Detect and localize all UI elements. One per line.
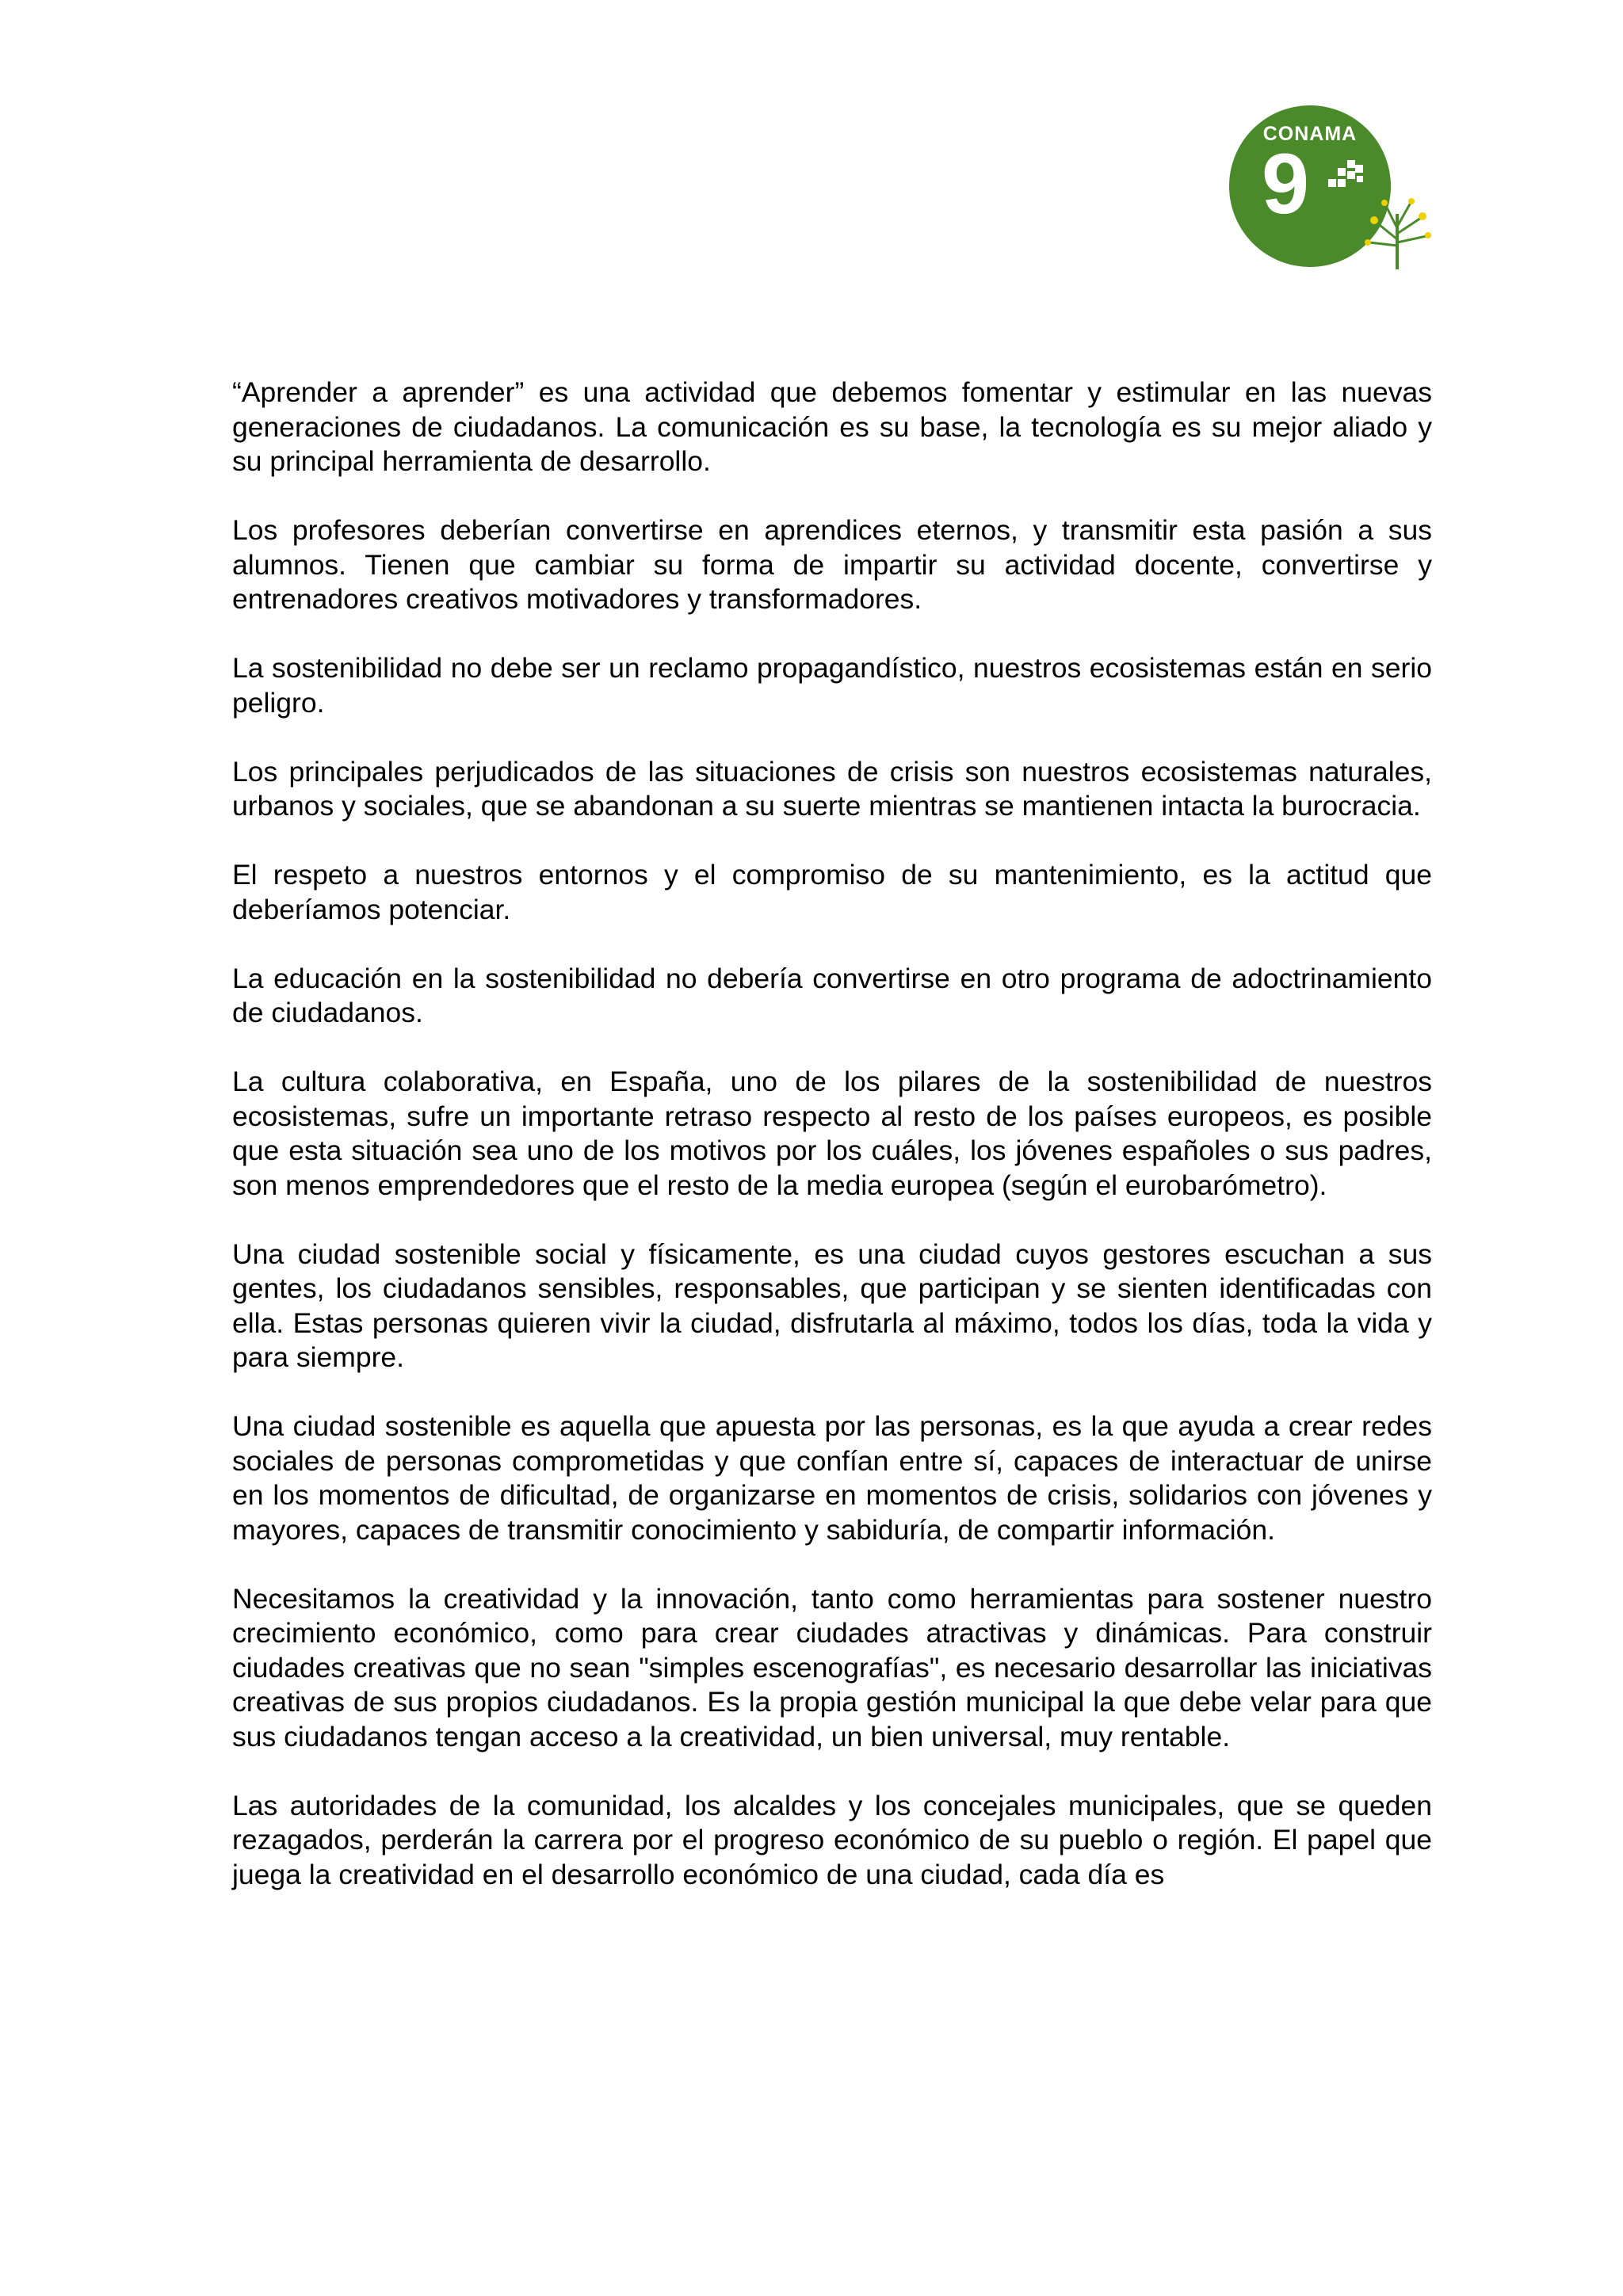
paragraph: Necesitamos la creatividad y la innovación, tanto como herramientas para sostener nuestro crecimiento económico, como para crear ciudades atractivas y dinámicas. Para construir ciudades creativas que no sean "simples escenografías", es necesario desarrollar las iniciativas creativas de sus propios ciudadanos. Es la propia gestión municipal la que debe velar para que sus ciudadanos tengan acceso a la creatividad, un bien universal, muy rentable. [232, 1582, 1432, 1753]
paragraph: Una ciudad sostenible social y físicamente, es una ciudad cuyos gestores escuchan a sus gentes, los ciudadanos sensibles, responsables, que participan y se sienten identificadas con ella. Estas personas quieren vivir la ciudad, disfrutarla al máximo, todos los días, toda la vida y para siempre. [232, 1238, 1432, 1373]
paragraph: Una ciudad sostenible es aquella que apuesta por las personas, es la que ayuda a crear redes sociales de personas comprometidas y que confían entre sí, capaces de interactuar de unirse en los momentos de dificultad, de organizarse en momentos de crisis, solidarios con jóvenes y mayores, capaces de transmitir conocimiento y sabiduría, de compartir información. [232, 1410, 1432, 1546]
paragraph: La cultura colaborativa, en España, uno de los pilares de la sostenibilidad de nuestros ecosistemas, sufre un importante retraso respecto al resto de los países europeos, es posible que esta situación sea uno de los motivos por los cuáles, los jóvenes españoles o sus padres, son menos emprendedores que el resto de la media europea (según el eurobarómetro). [232, 1066, 1432, 1201]
paragraph: Las autoridades de la comunidad, los alcaldes y los concejales municipales, que se queden rezagados, perderán la carrera por el progreso económico de su pueblo o región. El papel que juega la creatividad en el desarrollo económico de una ciudad, cada día es [232, 1789, 1432, 1890]
paragraph: “Aprender a aprender” es una actividad que debemos fomentar y estimular en las nuevas generaciones de ciudadanos. La comunicación es su base, la tecnología es su mejor aliado y su principal herramienta de desarrollo. [232, 376, 1432, 477]
paragraph: La educación en la sostenibilidad no debería convertirse en otro programa de adoctrinamiento de ciudadanos. [232, 962, 1432, 1028]
logo-number: 9 [1262, 135, 1310, 231]
paragraph: El respeto a nuestros entornos y el compromiso de su mantenimiento, es la actitud que deberíamos potenciar. [232, 859, 1432, 925]
logo-name: CONAMA [1262, 123, 1358, 145]
paragraph: Los profesores deberían convertirse en aprendices eternos, y transmitir esta pasión a sus alumnos. Tienen que cambiar su forma de impartir su actividad docente, convertirse y entrenadores creativos motivadores y transformadores. [232, 514, 1432, 615]
conama-logo [1227, 103, 1441, 285]
paragraph: La sostenibilidad no debe ser un reclamo propagandístico, nuestros ecosistemas están en serio peligro. [232, 652, 1432, 719]
document-body [232, 376, 1432, 1927]
paragraph: Los principales perjudicados de las situaciones de crisis son nuestros ecosistemas naturales, urbanos y sociales, que se abandonan a su suerte mientras se mantienen intacta la burocracia. [232, 755, 1432, 822]
